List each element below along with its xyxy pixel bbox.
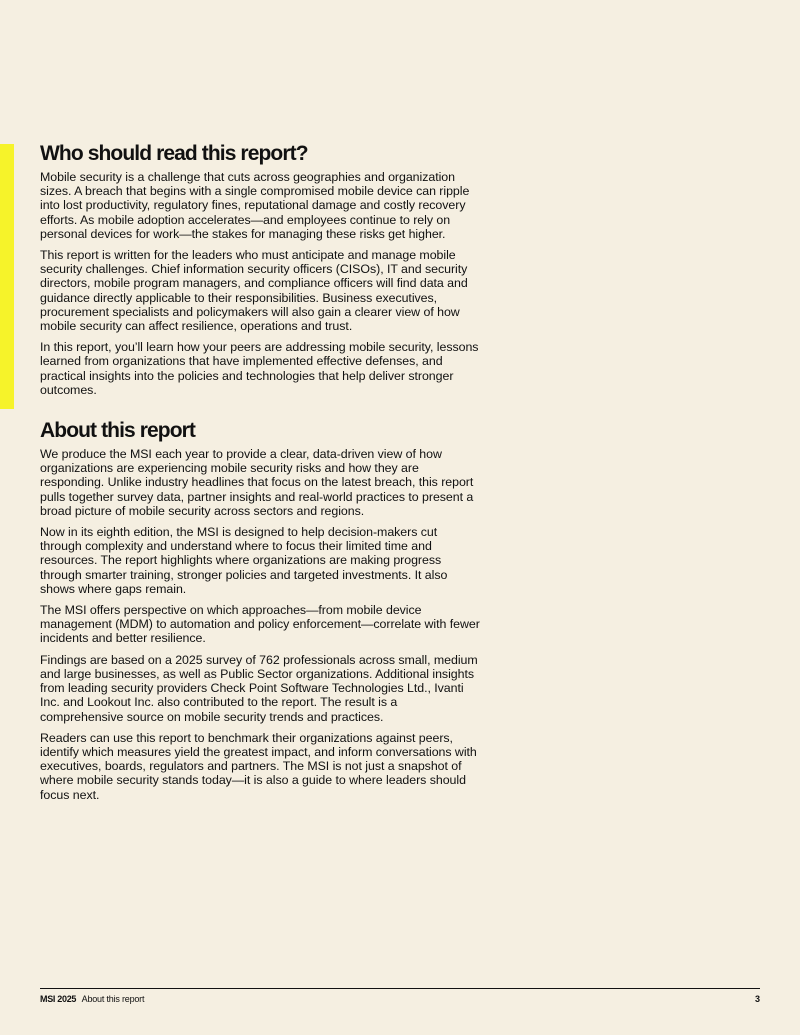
paragraph: Now in its eighth edition, the MSI is designed to help decision-makers cut through complexity and understand where to focus their limited time and resources. The report highlights where organizations are making progress through smarter training, stronger policies and targeted investments. It also shows where gaps remain.	[40, 525, 448, 596]
footer-brand: MSI 2025	[40, 994, 77, 1004]
footer-divider	[40, 988, 760, 989]
footer-section-title: About this report	[81, 994, 145, 1004]
accent-bar	[0, 144, 14, 409]
paragraph: Mobile security is a challenge that cuts across geographies and organization sizes. A breach that begins with a single compromised mobile device can ripple into lost productivity, regulatory fines, reputational damage and costly recovery efforts. As mobile adoption accelerates—and employees continue to rely on personal devices for work—the stakes for managing these risks get higher.	[40, 170, 470, 241]
page-number: 3	[754, 994, 760, 1004]
section-heading: Who should read this report?	[40, 142, 308, 165]
about-report-section	[40, 418, 480, 802]
paragraph: Findings are based on a 2025 survey of 762 professionals across small, medium and large businesses, as well as Public Sector organizations. Additional insights from leading security providers Check Point Software Technologies Ltd., Ivanti Inc. and Lookout Inc. also contributed to the report. The result is a comprehensive source on mobile security trends and practices.	[40, 652, 478, 724]
who-should-read-section	[40, 141, 480, 397]
paragraph: The MSI offers perspective on which approaches—from mobile device management (MDM) to automation and policy enforcement—correlate with fewer incidents and better resilience.	[40, 603, 480, 646]
paragraph: This report is written for the leaders who must anticipate and manage mobile security challenges. Chief information security officers (CISOs), IT and security directors, mobile program managers, and compliance officers will find data and guidance directly applicable to their responsibilities. Business executives, procurement specialists and policymakers will also gain a clearer view of how mobile security can affect resilience, operations and trust.	[40, 248, 468, 334]
paragraph: We produce the MSI each year to provide a clear, data-driven view of how organizations are experiencing mobile security risks and how they are responding. Unlike industry headlines that focus on the latest breach, this report pulls together survey data, partner insights and real-world practices to present a broad picture of mobile security across sectors and regions.	[40, 447, 474, 518]
paragraph: Readers can use this report to benchmark their organizations against peers, identify which measures yield the greatest impact, and inform conversations with executives, boards, regulators and partners. The MSI is not just a snapshot of where mobile security stands today—it is also a guide to where leaders should focus next.	[40, 730, 477, 802]
main-content	[40, 141, 480, 809]
section-heading: About this report	[40, 419, 196, 443]
paragraph: In this report, you’ll learn how your peers are addressing mobile security, lessons learned from organizations that have implemented effective defenses, and practical insights into the policies and technologies that help deliver stronger outcomes.	[40, 340, 479, 397]
footer-left	[40, 993, 144, 1005]
page-footer	[40, 993, 760, 1005]
